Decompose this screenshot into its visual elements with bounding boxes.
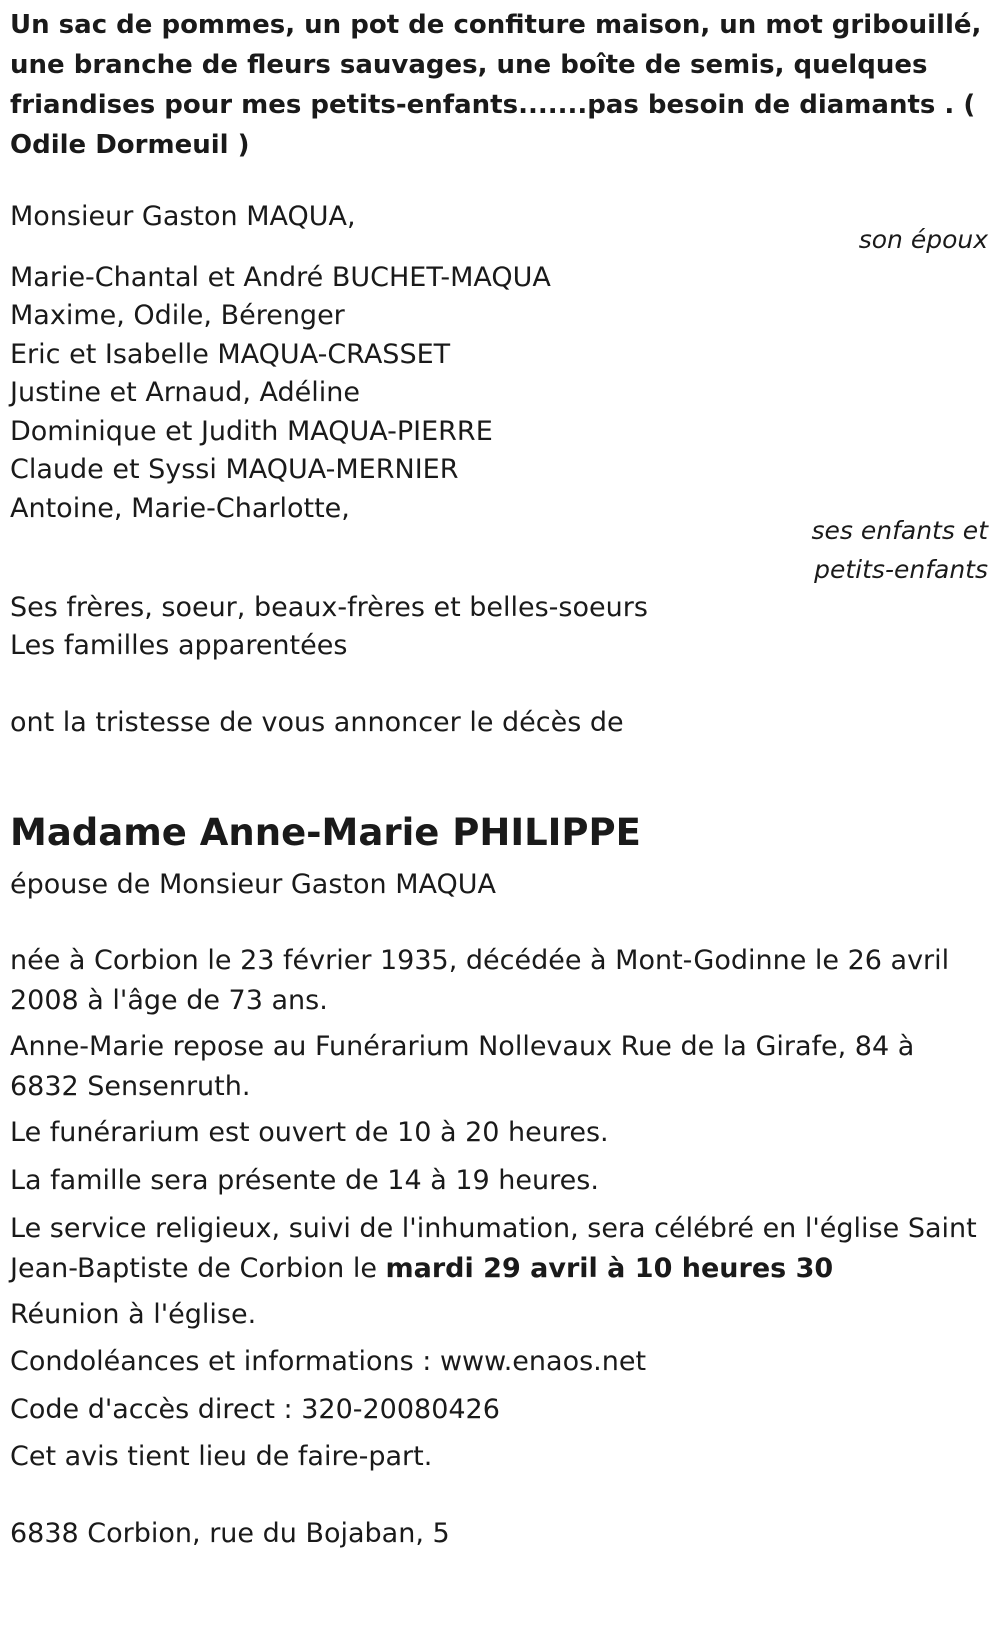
child-line-6: Claude et Syssi MAQUA-MERNIER — [10, 454, 459, 485]
child-line-4: Justine et Arnaud, Adéline — [10, 377, 360, 408]
opening-quote: Un sac de pommes, un pot de confiture maison, un mot gribouillé, une branche de fleurs sauvages, une boîte de semis, quelques friandises pour mes petits-enfants.......pas besoin de diamants . ( Odile Dormeuil ) — [10, 10, 982, 160]
family-hours: La famille sera présente de 14 à 19 heures. — [10, 1165, 599, 1196]
condoleances-text: Condoléances et informations : www.enaos.net — [10, 1346, 647, 1377]
repose-text: Anne-Marie repose au Funérarium Nollevaux Rue de la Girafe, 84 à 6832 Sensenruth. — [10, 1031, 915, 1102]
child-line-3: Eric et Isabelle MAQUA-CRASSET — [10, 339, 451, 370]
service-datetime: mardi 29 avril à 10 heures 30 — [385, 1253, 834, 1284]
reunion-text: Réunion à l'église. — [10, 1299, 257, 1330]
children-role-line-2: petits-enfants — [814, 555, 988, 584]
epouse-line: épouse de Monsieur Gaston MAQUA — [10, 869, 496, 900]
funerarium-hours: Le funérarium est ouvert de 10 à 20 heures. — [10, 1117, 609, 1148]
address-text: 6838 Corbion, rue du Bojaban, 5 — [10, 1518, 450, 1549]
service-text — [10, 1209, 985, 1289]
children-role-line-1: ses enfants et — [811, 516, 988, 545]
child-line-2: Maxime, Odile, Bérenger — [10, 300, 345, 331]
announce-text: ont la tristesse de vous annoncer le décès de — [10, 707, 624, 738]
child-line-7: Antoine, Marie-Charlotte, — [10, 493, 350, 524]
child-line-5: Dominique et Judith MAQUA-PIERRE — [10, 416, 493, 447]
relatives-line-1: Ses frères, soeur, beaux-frères et belles-soeurs — [10, 592, 648, 623]
service-description: Le service religieux, suivi de l'inhumation, sera célébré en l'église Saint Jean-Baptiste de Corbion le — [10, 1213, 977, 1284]
child-line-1: Marie-Chantal et André BUCHET-MAQUA — [10, 262, 551, 293]
faire-part-text: Cet avis tient lieu de faire-part. — [10, 1441, 433, 1472]
deceased-name: Madame Anne-Marie PHILIPPE — [10, 811, 641, 854]
access-code-text: Code d'accès direct : 320-20080426 — [10, 1394, 500, 1425]
relatives-line-2: Les familles apparentées — [10, 630, 348, 661]
birth-death-text: née à Corbion le 23 février 1935, décédée à Mont-Godinne le 26 avril 2008 à l'âge de 73 ans. — [10, 945, 950, 1016]
spouse-role: son époux — [858, 225, 988, 254]
spouse-name: Monsieur Gaston MAQUA, — [10, 201, 356, 232]
